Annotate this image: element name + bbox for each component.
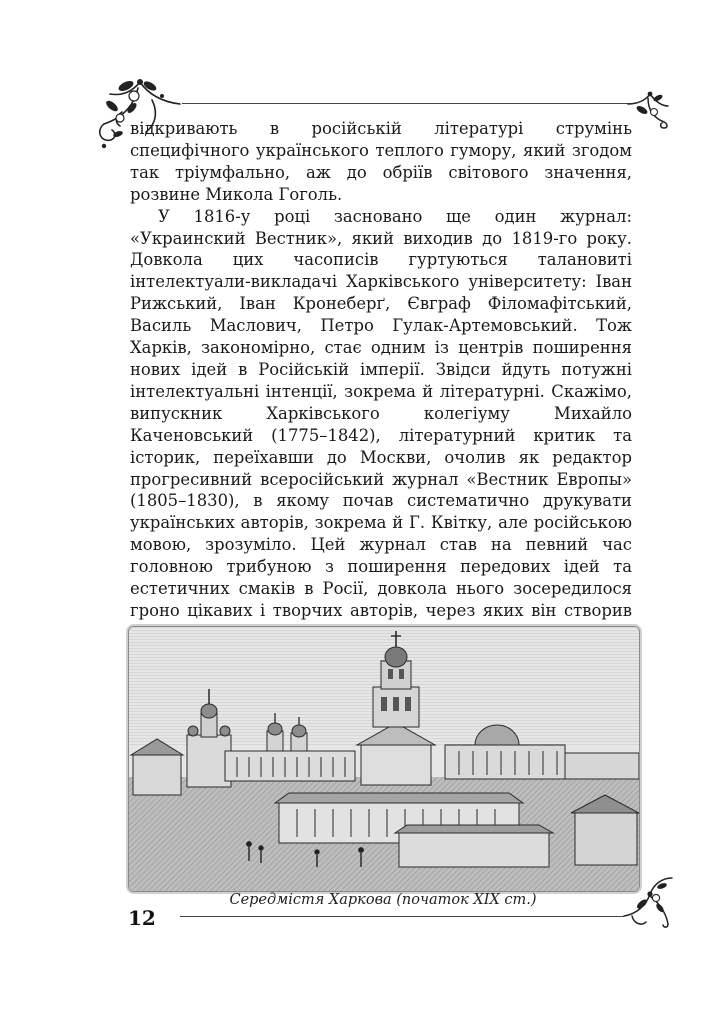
paragraph-1: відкривають в російській літературі струмінь специфічного українського теплого гумору, який згодом так тріумфально, аж до обріїв світового значення, розвине Микола Гоголь. [130,119,632,204]
header-rule [182,103,630,104]
kharkiv-cityscape-illustration [129,627,639,891]
figure-caption: Середмістя Харкова (початок XIX ст.) [229,892,537,908]
floral-ornament-top-right-icon [626,90,670,130]
footer-rule [180,916,624,917]
floral-ornament-bottom-right-icon [620,872,676,930]
paragraph-2 [130,206,632,644]
kharkiv-engraving-figure [128,626,640,892]
body-text [130,118,632,709]
page-number: 12 [128,906,156,930]
paragraph-2-text: У 1816-у році засновано ще один журнал: «Украинский Вестник», який виходив до 1819-го року. Довкола цих часописів гуртуються талановиті інтелектуали-викладачі Харківського університету: Іван Рижський, Іван Кронеберґ, Євграф Філомафітський, Василь Маслович, Петро Гулак-Артемовський. Тож Харків, закономірно, стає одним із центрів поширення нових ідей в Російській імперії. Звідси йдуть потужні інтелектуальні інтенції, зокрема й літературні. Скажімо, випускник Харківського колегіуму Михайло Каченовський (1775–1842), літературний критик та історик, переїхавши до Москви, очолив як редактор прогресивний всеросійський журнал «Вестник Европы» (1805–1830), в якому почав систематично друкувати українських авторів, зокрема й Г. Квітку, але російською мовою, зрозуміло. Цей журнал став на певний час головною трибуною з поширення передових ідей та естетичних смаків в Росії, довкола нього зосередилося гроно цікавих і творчих авторів, через яких він створив [130,206,632,620]
